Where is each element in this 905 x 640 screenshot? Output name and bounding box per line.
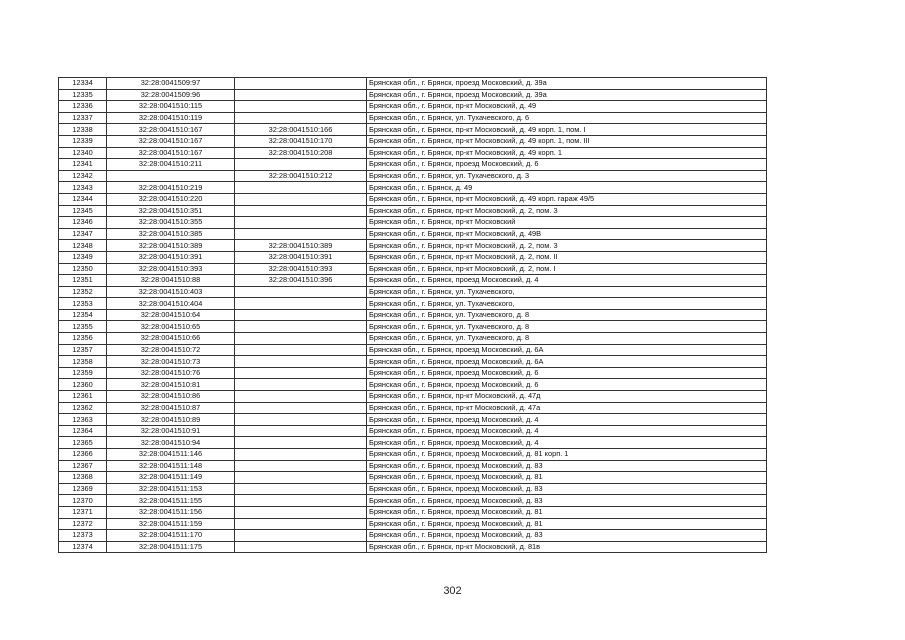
table-row: [59, 193, 767, 205]
related-cadastral-number-cell: [235, 78, 367, 90]
table-row: [59, 402, 767, 414]
table-row: [59, 425, 767, 437]
cadastral-number-cell: 32:28:0041511:146: [107, 449, 235, 461]
address-cell: Брянская обл., г. Брянск, д. 49: [367, 182, 767, 194]
related-cadastral-number-cell: [235, 309, 367, 321]
related-cadastral-number-cell: [235, 530, 367, 542]
cadastral-number-cell: 32:28:0041511:170: [107, 530, 235, 542]
cadastral-number-cell: 32:28:0041510:351: [107, 205, 235, 217]
table-row: [59, 356, 767, 368]
cadastral-number-cell: [107, 170, 235, 182]
table-row: [59, 205, 767, 217]
table-row: [59, 460, 767, 472]
related-cadastral-number-cell: [235, 205, 367, 217]
cadastral-number-cell: 32:28:0041510:211: [107, 159, 235, 171]
address-cell: Брянская обл., г. Брянск, проезд Московский, д. 6: [367, 159, 767, 171]
cadastral-number-cell: 32:28:0041510:167: [107, 147, 235, 159]
cadastral-number-cell: 32:28:0041511:155: [107, 495, 235, 507]
row-number-cell: 12373: [59, 530, 107, 542]
table-row: [59, 240, 767, 252]
related-cadastral-number-cell: [235, 391, 367, 403]
row-number-cell: 12344: [59, 193, 107, 205]
row-number-cell: 12370: [59, 495, 107, 507]
cadastral-number-cell: 32:28:0041511:159: [107, 518, 235, 530]
table-row: [59, 483, 767, 495]
related-cadastral-number-cell: 32:28:0041510:170: [235, 135, 367, 147]
cadastral-number-cell: 32:28:0041511:153: [107, 483, 235, 495]
table-row: [59, 333, 767, 345]
row-number-cell: 12347: [59, 228, 107, 240]
row-number-cell: 12365: [59, 437, 107, 449]
row-number-cell: 12348: [59, 240, 107, 252]
address-cell: Брянская обл., г. Брянск, проезд Московский, д. 4: [367, 275, 767, 287]
row-number-cell: 12343: [59, 182, 107, 194]
address-cell: Брянская обл., г. Брянск, проезд Московский, д. 6: [367, 379, 767, 391]
related-cadastral-number-cell: [235, 159, 367, 171]
related-cadastral-number-cell: [235, 460, 367, 472]
row-number-cell: 12368: [59, 472, 107, 484]
related-cadastral-number-cell: [235, 333, 367, 345]
related-cadastral-number-cell: [235, 286, 367, 298]
cadastral-number-cell: 32:28:0041510:64: [107, 309, 235, 321]
row-number-cell: 12340: [59, 147, 107, 159]
related-cadastral-number-cell: 32:28:0041510:391: [235, 251, 367, 263]
row-number-cell: 12349: [59, 251, 107, 263]
table-row: [59, 472, 767, 484]
related-cadastral-number-cell: 32:28:0041510:166: [235, 124, 367, 136]
address-cell: Брянская обл., г. Брянск, ул. Тухачевского, д. 6: [367, 112, 767, 124]
address-cell: Брянская обл., г. Брянск, проезд Московский, д. 4: [367, 414, 767, 426]
row-number-cell: 12336: [59, 101, 107, 113]
address-cell: Брянская обл., г. Брянск, пр-кт Московский, д. 81в: [367, 541, 767, 553]
cadastral-number-cell: 32:28:0041511:148: [107, 460, 235, 472]
address-cell: Брянская обл., г. Брянск, проезд Московский, д. 81: [367, 518, 767, 530]
table-row: [59, 518, 767, 530]
cadastral-number-cell: 32:28:0041510:167: [107, 135, 235, 147]
cadastral-number-cell: 32:28:0041510:88: [107, 275, 235, 287]
address-cell: Брянская обл., г. Брянск, ул. Тухачевского, д. 8: [367, 309, 767, 321]
row-number-cell: 12351: [59, 275, 107, 287]
address-cell: Брянская обл., г. Брянск, проезд Московский, д. 81: [367, 472, 767, 484]
cadastral-number-cell: 32:28:0041510:403: [107, 286, 235, 298]
table-row: [59, 228, 767, 240]
row-number-cell: 12342: [59, 170, 107, 182]
row-number-cell: 12357: [59, 344, 107, 356]
cadastral-number-cell: 32:28:0041509:97: [107, 78, 235, 90]
related-cadastral-number-cell: [235, 344, 367, 356]
row-number-cell: 12352: [59, 286, 107, 298]
address-cell: Брянская обл., г. Брянск, пр-кт Московский, д. 47д: [367, 391, 767, 403]
related-cadastral-number-cell: [235, 506, 367, 518]
address-cell: Брянская обл., г. Брянск, ул. Тухачевского,: [367, 286, 767, 298]
cadastral-number-cell: 32:28:0041510:94: [107, 437, 235, 449]
address-cell: Брянская обл., г. Брянск, пр-кт Московский, д. 49В: [367, 228, 767, 240]
cadastral-number-cell: 32:28:0041510:219: [107, 182, 235, 194]
table-row: [59, 275, 767, 287]
table-row: [59, 286, 767, 298]
row-number-cell: 12374: [59, 541, 107, 553]
row-number-cell: 12335: [59, 89, 107, 101]
table-row: [59, 159, 767, 171]
related-cadastral-number-cell: [235, 101, 367, 113]
cadastral-number-cell: 32:28:0041509:96: [107, 89, 235, 101]
table-row: [59, 309, 767, 321]
address-cell: Брянская обл., г. Брянск, ул. Тухачевского, д. 8: [367, 333, 767, 345]
cadastral-number-cell: 32:28:0041510:404: [107, 298, 235, 310]
table-row: [59, 506, 767, 518]
table-row: [59, 530, 767, 542]
table-row: [59, 124, 767, 136]
related-cadastral-number-cell: [235, 495, 367, 507]
related-cadastral-number-cell: [235, 541, 367, 553]
cadastral-number-cell: 32:28:0041510:86: [107, 391, 235, 403]
table-row: [59, 414, 767, 426]
table-row: [59, 344, 767, 356]
address-cell: Брянская обл., г. Брянск, пр-кт Московский, д. 2, пом. I: [367, 263, 767, 275]
cadastral-number-cell: 32:28:0041510:385: [107, 228, 235, 240]
address-cell: Брянская обл., г. Брянск, проезд Московский, д. 6: [367, 367, 767, 379]
row-number-cell: 12338: [59, 124, 107, 136]
address-cell: Брянская обл., г. Брянск, проезд Московский, д. 4: [367, 437, 767, 449]
address-cell: Брянская обл., г. Брянск, пр-кт Московский, д. 49 корп. 1: [367, 147, 767, 159]
cadastral-number-cell: 32:28:0041510:355: [107, 217, 235, 229]
row-number-cell: 12354: [59, 309, 107, 321]
row-number-cell: 12334: [59, 78, 107, 90]
table-row: [59, 449, 767, 461]
table-row: [59, 170, 767, 182]
related-cadastral-number-cell: [235, 402, 367, 414]
table-row: [59, 437, 767, 449]
address-cell: Брянская обл., г. Брянск, пр-кт Московский: [367, 217, 767, 229]
address-cell: Брянская обл., г. Брянск, проезд Московский, д. 6А: [367, 356, 767, 368]
row-number-cell: 12359: [59, 367, 107, 379]
cadastral-number-cell: 32:28:0041510:76: [107, 367, 235, 379]
related-cadastral-number-cell: 32:28:0041510:393: [235, 263, 367, 275]
row-number-cell: 12369: [59, 483, 107, 495]
related-cadastral-number-cell: [235, 89, 367, 101]
cadastral-number-cell: 32:28:0041510:65: [107, 321, 235, 333]
row-number-cell: 12346: [59, 217, 107, 229]
cadastral-number-cell: 32:28:0041510:89: [107, 414, 235, 426]
table-row: [59, 251, 767, 263]
address-cell: Брянская обл., г. Брянск, ул. Тухачевского,: [367, 298, 767, 310]
row-number-cell: 12363: [59, 414, 107, 426]
cadastral-number-cell: 32:28:0041510:87: [107, 402, 235, 414]
address-cell: Брянская обл., г. Брянск, пр-кт Московский, д. 49 корп. гараж 49/5: [367, 193, 767, 205]
address-cell: Брянская обл., г. Брянск, проезд Московский, д. 4: [367, 425, 767, 437]
cadastral-number-cell: 32:28:0041510:389: [107, 240, 235, 252]
cadastral-number-cell: 32:28:0041510:66: [107, 333, 235, 345]
related-cadastral-number-cell: [235, 321, 367, 333]
table-row: [59, 182, 767, 194]
address-cell: Брянская обл., г. Брянск, проезд Московский, д. 39а: [367, 78, 767, 90]
cadastral-number-cell: 32:28:0041510:73: [107, 356, 235, 368]
row-number-cell: 12371: [59, 506, 107, 518]
related-cadastral-number-cell: [235, 437, 367, 449]
address-cell: Брянская обл., г. Брянск, пр-кт Московский, д. 49 корп. 1, пом. I: [367, 124, 767, 136]
registry-table-body: [59, 78, 767, 553]
related-cadastral-number-cell: [235, 472, 367, 484]
cadastral-number-cell: 32:28:0041510:220: [107, 193, 235, 205]
address-cell: Брянская обл., г. Брянск, проезд Московский, д. 39а: [367, 89, 767, 101]
row-number-cell: 12341: [59, 159, 107, 171]
page-number: 302: [443, 585, 462, 597]
cadastral-number-cell: 32:28:0041510:72: [107, 344, 235, 356]
table-row: [59, 217, 767, 229]
row-number-cell: 12364: [59, 425, 107, 437]
table-row: [59, 541, 767, 553]
related-cadastral-number-cell: [235, 518, 367, 530]
cadastral-number-cell: 32:28:0041510:115: [107, 101, 235, 113]
row-number-cell: 12353: [59, 298, 107, 310]
row-number-cell: 12358: [59, 356, 107, 368]
row-number-cell: 12366: [59, 449, 107, 461]
address-cell: Брянская обл., г. Брянск, пр-кт Московский, д. 2, пом. II: [367, 251, 767, 263]
row-number-cell: 12362: [59, 402, 107, 414]
table-row: [59, 135, 767, 147]
address-cell: Брянская обл., г. Брянск, проезд Московский, д. 6А: [367, 344, 767, 356]
table-row: [59, 321, 767, 333]
table-row: [59, 391, 767, 403]
address-cell: Брянская обл., г. Брянск, ул. Тухачевского, д. 3: [367, 170, 767, 182]
related-cadastral-number-cell: [235, 356, 367, 368]
cadastral-number-cell: 32:28:0041510:167: [107, 124, 235, 136]
cadastral-number-cell: 32:28:0041510:391: [107, 251, 235, 263]
address-cell: Брянская обл., г. Брянск, пр-кт Московский, д. 49: [367, 101, 767, 113]
related-cadastral-number-cell: 32:28:0041510:208: [235, 147, 367, 159]
row-number-cell: 12337: [59, 112, 107, 124]
related-cadastral-number-cell: [235, 449, 367, 461]
cadastral-number-cell: 32:28:0041510:393: [107, 263, 235, 275]
related-cadastral-number-cell: [235, 425, 367, 437]
address-cell: Брянская обл., г. Брянск, пр-кт Московский, д. 2, пом. 3: [367, 240, 767, 252]
row-number-cell: 12361: [59, 391, 107, 403]
address-cell: Брянская обл., г. Брянск, проезд Московский, д. 83: [367, 530, 767, 542]
address-cell: Брянская обл., г. Брянск, проезд Московский, д. 83: [367, 483, 767, 495]
address-cell: Брянская обл., г. Брянск, пр-кт Московский, д. 2, пом. 3: [367, 205, 767, 217]
related-cadastral-number-cell: [235, 298, 367, 310]
related-cadastral-number-cell: [235, 414, 367, 426]
table-row: [59, 89, 767, 101]
cadastral-number-cell: 32:28:0041511:156: [107, 506, 235, 518]
related-cadastral-number-cell: 32:28:0041510:212: [235, 170, 367, 182]
address-cell: Брянская обл., г. Брянск, ул. Тухачевского, д. 8: [367, 321, 767, 333]
address-cell: Брянская обл., г. Брянск, проезд Московский, д. 81: [367, 506, 767, 518]
row-number-cell: 12345: [59, 205, 107, 217]
registry-table: [58, 77, 767, 553]
cadastral-number-cell: 32:28:0041510:81: [107, 379, 235, 391]
cadastral-number-cell: 32:28:0041511:149: [107, 472, 235, 484]
related-cadastral-number-cell: [235, 379, 367, 391]
row-number-cell: 12350: [59, 263, 107, 275]
table-row: [59, 112, 767, 124]
table-row: [59, 263, 767, 275]
row-number-cell: 12356: [59, 333, 107, 345]
related-cadastral-number-cell: 32:28:0041510:389: [235, 240, 367, 252]
address-cell: Брянская обл., г. Брянск, проезд Московский, д. 81 корп. 1: [367, 449, 767, 461]
related-cadastral-number-cell: [235, 367, 367, 379]
cadastral-number-cell: 32:28:0041510:91: [107, 425, 235, 437]
table-row: [59, 101, 767, 113]
related-cadastral-number-cell: [235, 182, 367, 194]
related-cadastral-number-cell: [235, 112, 367, 124]
cadastral-number-cell: 32:28:0041511:175: [107, 541, 235, 553]
table-row: [59, 147, 767, 159]
row-number-cell: 12367: [59, 460, 107, 472]
address-cell: Брянская обл., г. Брянск, проезд Московский, д. 83: [367, 460, 767, 472]
table-row: [59, 78, 767, 90]
address-cell: Брянская обл., г. Брянск, пр-кт Московский, д. 47а: [367, 402, 767, 414]
address-cell: Брянская обл., г. Брянск, пр-кт Московский, д. 49 корп. 1, пом. III: [367, 135, 767, 147]
table-row: [59, 367, 767, 379]
address-cell: Брянская обл., г. Брянск, проезд Московский, д. 83: [367, 495, 767, 507]
related-cadastral-number-cell: 32:28:0041510:396: [235, 275, 367, 287]
row-number-cell: 12360: [59, 379, 107, 391]
row-number-cell: 12339: [59, 135, 107, 147]
related-cadastral-number-cell: [235, 217, 367, 229]
table-row: [59, 495, 767, 507]
related-cadastral-number-cell: [235, 228, 367, 240]
table-row: [59, 379, 767, 391]
related-cadastral-number-cell: [235, 483, 367, 495]
row-number-cell: 12355: [59, 321, 107, 333]
table-row: [59, 298, 767, 310]
cadastral-number-cell: 32:28:0041510:119: [107, 112, 235, 124]
related-cadastral-number-cell: [235, 193, 367, 205]
row-number-cell: 12372: [59, 518, 107, 530]
